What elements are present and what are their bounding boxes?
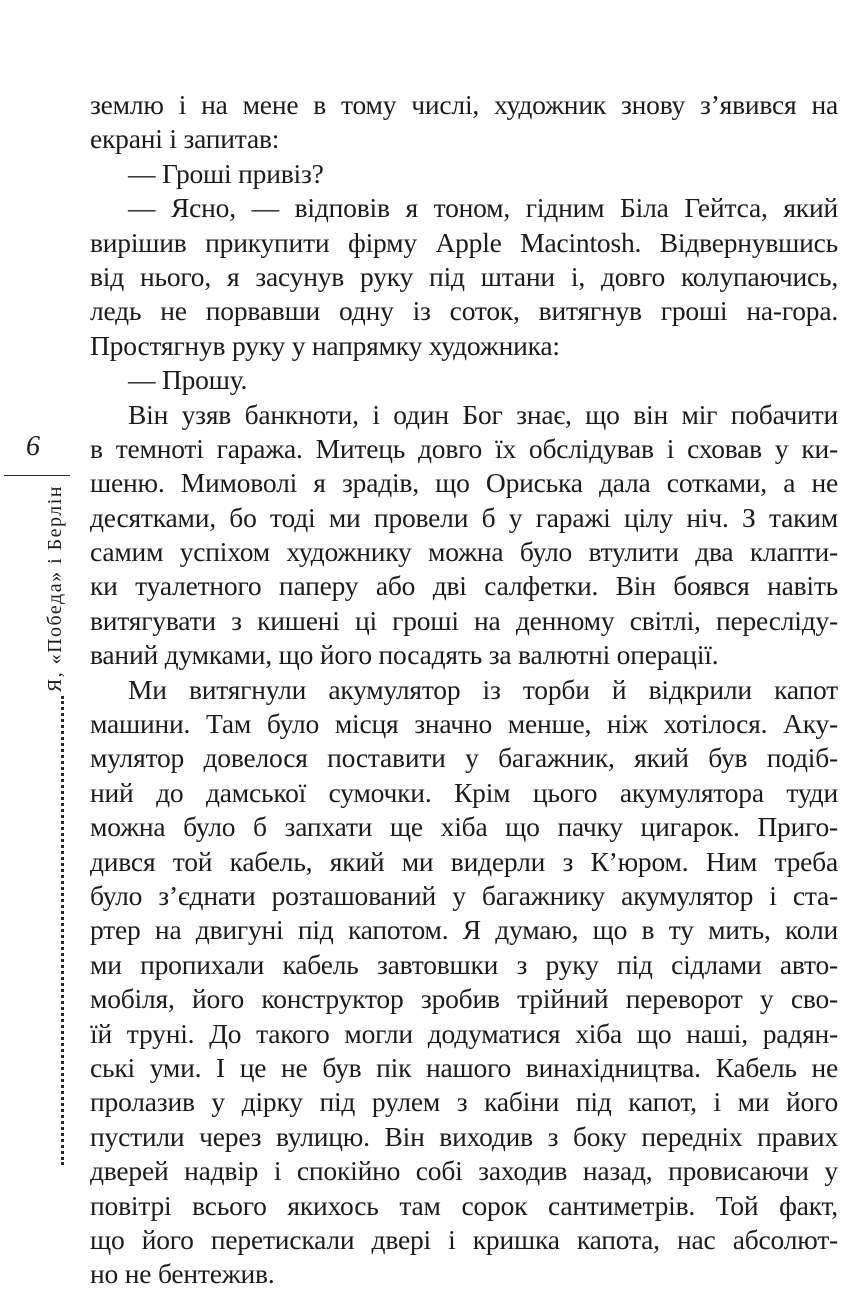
- text-line: в темноті гаража. Митець довго їх обслідував і сховав у ки-: [90, 432, 838, 464]
- text-line: шеню. Мимоволі я зрадів, що Ориська дала сотками, а не: [90, 467, 838, 499]
- text-line: мулятор довелося поставити у багажник, який був подіб-: [90, 742, 838, 774]
- text-line: но не бентежив.: [90, 1258, 275, 1290]
- text-line: землю і на мене в тому числі, художник знову з’явився на: [90, 89, 838, 120]
- text-line: ські уми. І це не був пік нашого винахідництва. Кабель не: [90, 1051, 838, 1083]
- text-line: Ми витягнули акумулятор із торби й відкрили капот: [128, 673, 838, 705]
- page-number: 6: [26, 431, 40, 462]
- text-line: ледь не порвавши одну із соток, витягнув гроші на-гора.: [90, 295, 838, 327]
- body-text: [90, 88, 838, 1292]
- text-line: пустили через вулицю. Він виходив з боку передніх правих: [90, 1120, 838, 1152]
- text-line: їй труні. До такого могли додуматися хіба що наші, радян-: [90, 1017, 838, 1049]
- text-line: повітрі всього якихось там сорок сантиметрів. Той факт,: [90, 1189, 838, 1221]
- margin-rule: [4, 475, 70, 476]
- text-line: ки туалетного паперу або дві салфетки. Він боявся навіть: [90, 570, 838, 602]
- text-line: машини. Там було місця значно менше, ніж хотілося. Аку-: [90, 708, 838, 740]
- text-line: від нього, я засунув руку під штани і, довго колупаючись,: [90, 260, 838, 292]
- text-line: мобіля, його конструктор зробив трійний переворот у сво-: [90, 983, 838, 1015]
- text-line: ми пропихали кабель завтовшки з руку під сідлами авто-: [90, 948, 838, 980]
- text-line: — Гроші привіз?: [128, 157, 324, 189]
- text-line: було з’єднати розташований у багажнику акумулятор і ста-: [90, 879, 838, 911]
- text-line: дився той кабель, який ми видерли з К’юром. Ним треба: [90, 845, 838, 877]
- text-line: — Ясно, — відповів я тоном, гідним Біла Гейтса, який: [128, 192, 838, 224]
- running-head-title: Я, «Победа» і Берлін: [44, 485, 66, 693]
- leader-dots: [47, 696, 64, 1165]
- text-line: ваний думками, що його посадять за валютні операції.: [90, 639, 719, 671]
- text-line: витягувати з кишені ці гроші на денному світлі, пересліду-: [90, 604, 838, 636]
- text-line: Він узяв банкноти, і один Бог знає, що він міг побачити: [128, 398, 838, 430]
- text-line: — Прошу.: [128, 364, 248, 396]
- text-line: ний до дамської сумочки. Крім цього акумулятора туди: [90, 776, 838, 808]
- text-line: можна було б запхати ще хіба що пачку цигарок. Приго-: [90, 811, 838, 843]
- running-head: [40, 485, 70, 1165]
- text-line: ртер на двигуні під капотом. Я думаю, що в ту мить, коли: [90, 914, 838, 946]
- text-line: Простягнув руку у напрямку художника:: [90, 329, 560, 361]
- text-line: самим успіхом художнику можна було втулити два клапти-: [90, 536, 838, 568]
- text-line: що його перетискали двері і кришка капота, нас абсолют-: [90, 1223, 838, 1255]
- text-line: екрані і запитав:: [90, 123, 280, 155]
- text-line: вирішив прикупити фірму Apple Macintosh. Відвернувшись: [90, 226, 838, 258]
- text-line: дверей надвір і спокійно собі заходив назад, провисаючи у: [90, 1155, 838, 1187]
- text-line: пролазив у дірку під рулем з кабіни під капот, і ми його: [90, 1086, 838, 1118]
- text-line: десятками, бо тоді ми провели б у гаражі цілу ніч. З таким: [90, 501, 838, 533]
